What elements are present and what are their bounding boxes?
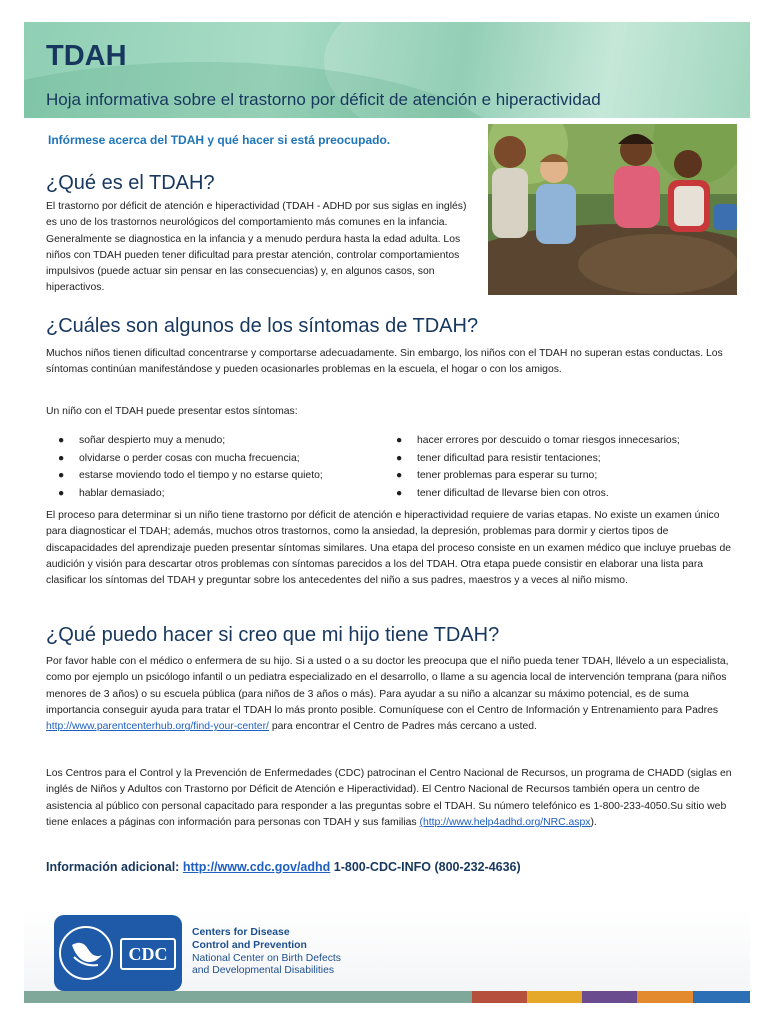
symptom-text: hacer errores por descuido o tomar riesgos innecesarios;	[417, 435, 680, 446]
symptom-text: estarse moviendo todo el tiempo y no estarse quieto;	[79, 470, 323, 481]
children-photo	[488, 124, 737, 295]
bar-segment	[24, 991, 472, 1003]
what-to-do-tail: para encontrar el Centro de Padres más cercano a usted.	[268, 721, 537, 733]
bullet-icon: ●	[396, 470, 403, 481]
cdc-resources-text: Los Centros para el Control y la Prevención de Enfermedades (CDC) patrocinan el Centro Nacional de Recursos, un programa de CHADD (siglas en inglés de Niños y Adultos con Trastorno por Déficit de Atención e Hiperactividad). El Centro Nacional de Recursos también opera un centro de asistencia al público con personal capacitado para responder a las preguntas sobre el TDAH. Su número telefónico es 1-800-233-4050.Su sitio web tiene enlaces a páginas con información para personas con TDAH y sus familias	[46, 768, 732, 828]
list-item	[58, 450, 388, 468]
symptoms-intro-paragraph: Muchos niños tienen dificultad concentrarse y comportarse adecuadamente. Sin embargo, los niños con el TDAH no superan estas conductas. Los síntomas continúan manifestándose y pueden ocasionarles problemas en la escuela, el hogar o con los amigos.	[46, 348, 723, 376]
symptom-text: olvidarse o perder cosas con mucha frecuencia;	[79, 452, 300, 464]
cdc-resources-paragraph	[46, 766, 736, 831]
list-item	[58, 467, 388, 485]
children-photo-illustration	[488, 124, 737, 295]
additional-info-label: Información adicional:	[46, 860, 180, 874]
section-heading-symptoms: ¿Cuáles son algunos de los síntomas de TDAH?	[46, 315, 479, 337]
bar-segment	[637, 991, 693, 1003]
help4adhd-link[interactable]: (http://www.help4adhd.org/NRC.aspx	[419, 816, 591, 828]
cdc-phone: 1-800-CDC-INFO (800-232-4636)	[333, 860, 521, 874]
cdc-logo	[54, 915, 182, 991]
org-line: and Developmental Disabilities	[192, 965, 335, 977]
section-heading-what-is: ¿Qué es el TDAH?	[46, 172, 215, 194]
intro-text: Infórmese acerca del TDAH y qué hacer si está preocupado.	[48, 133, 391, 147]
bullet-icon: ●	[396, 435, 403, 446]
cdc-resources-tail: ).	[590, 816, 597, 828]
symptom-text: tener dificultad para resistir tentaciones;	[417, 452, 601, 464]
bottom-color-bar	[24, 991, 750, 1003]
symptom-text: tener problemas para esperar su turno;	[417, 470, 598, 481]
bullet-icon: ●	[58, 435, 65, 446]
symptom-text: soñar despierto muy a menudo;	[79, 435, 226, 446]
bullet-icon: ●	[58, 487, 65, 499]
org-line: National Center on Birth Defects	[192, 952, 342, 964]
org-name	[192, 927, 341, 978]
org-line: Centers for Disease	[192, 927, 290, 938]
symptoms-list-right	[396, 432, 736, 502]
list-item	[58, 432, 388, 450]
list-item	[396, 450, 736, 468]
symptoms-list-left	[58, 432, 388, 502]
symptom-text: tener dificultad de llevarse bien con otros.	[417, 487, 609, 499]
bullet-icon: ●	[396, 452, 403, 464]
section-what-is-body: El trastorno por déficit de atención e hiperactividad (TDAH - ADHD por sus siglas en inglés) es uno de los trastornos neurológicos del comportamiento más comunes en la infancia. Generalmente se diagnostica en la infancia y a menudo perdura hasta la edad adulta. Los niños con TDAH pueden tener dificultad para prestar atención, controlar comportamientos impulsivos (puede actuar sin pensar en las consecuencias) y, en algunos casos, son hiperactivos.	[46, 201, 467, 294]
bar-segment	[582, 991, 637, 1003]
header-banner	[24, 22, 750, 118]
list-item	[396, 467, 736, 485]
bar-segment	[472, 991, 527, 1003]
parent-center-link[interactable]: http://www.parentcenterhub.org/find-your-center/	[46, 721, 269, 733]
cdc-logo-text: CDC	[120, 938, 176, 970]
list-item	[396, 485, 736, 503]
bar-segment	[527, 991, 582, 1003]
symptoms-lead-in: Un niño con el TDAH puede presentar estos síntomas:	[46, 406, 298, 417]
page-subtitle: Hoja informativa sobre el trastorno por déficit de atención e hiperactividad	[46, 90, 601, 109]
bar-segment	[693, 991, 750, 1003]
bullet-icon: ●	[58, 452, 65, 464]
bullet-icon: ●	[58, 470, 65, 481]
what-to-do-paragraph	[46, 654, 736, 735]
diagnosis-paragraph: El proceso para determinar si un niño tiene trastorno por déficit de atención e hiperactividad requiere de varias etapas. No existe un examen único para diagnosticar el TDAH; además, muchos otros trastornos, como la ansiedad, la depresión, problemas para dormir y ciertos tipos de discapacidades del aprendizaje pueden presentar síntomas similares. Una etapa del proceso consiste en un examen médico que incluye pruebas de audición y visión para descartar otros problemas con síntomas parecidos a los del TDAH. Otra etapa puede consistir en elaborar una lista para clasificar los síntomas del TDAH y preguntar sobre los antecedentes del niño a sus padres, maestros y a veces al niño mismo.	[46, 510, 732, 587]
cdc-adhd-link[interactable]: http://www.cdc.gov/adhd	[182, 860, 331, 874]
list-item	[58, 485, 388, 503]
hhs-eagle-icon	[54, 915, 118, 991]
list-item	[396, 432, 736, 450]
what-to-do-text: Por favor hable con el médico o enfermera de su hijo. Si a usted o a su doctor les preocupa que el niño pueda tener TDAH, llévelo a un especialista, como por ejemplo un psicólogo infantil o un pediatra especializado en el desarrollo, o llame a su agencia local de intervención temprana (para niños menores de 3 años) o su escuela pública (para niños de 3 años o más). Para ayudar a su niño a alcanzar su máximo potencial, es de suma importancia conseguir ayuda para tratar el TDAH lo más pronto posible. Comuníquese con el Centro de Información y Entrenamiento para Padres	[46, 656, 729, 716]
section-heading-what-to-do: ¿Qué puedo hacer si creo que mi hijo tiene TDAH?	[46, 624, 500, 646]
page-title: TDAH	[46, 40, 127, 72]
symptom-text: hablar demasiado;	[79, 487, 165, 499]
org-line: Control and Prevention	[192, 939, 307, 951]
additional-info	[46, 860, 521, 874]
bullet-icon: ●	[396, 487, 403, 499]
